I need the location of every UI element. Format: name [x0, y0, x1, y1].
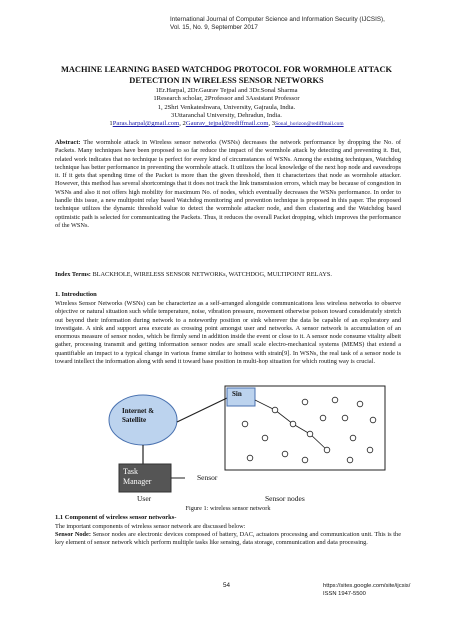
sensor-node-9	[342, 415, 348, 421]
paper-title: MACHINE LEARNING BASED WATCHDOG PROTOCOL FOR WORMHOLE ATTACK DETECTION IN WIRELESS SENSOR NETWORKS	[60, 65, 393, 85]
abstract	[55, 139, 401, 230]
task-manager-label-line1: Task	[123, 467, 138, 476]
sensor-node-10	[350, 435, 356, 441]
sensor-node-text: Sensor nodes are electronic devices composed of battery, DAC, actuators processing and communication unit. This is the key element of sensor network which perform multiple tasks like sensing, data storage, communication and data processing.	[55, 531, 401, 547]
sensor-node-1	[272, 407, 278, 413]
sink-label: Sin	[232, 390, 242, 398]
sensor-node-13	[242, 421, 248, 427]
sensor-nodes-label: Sensor nodes	[265, 494, 305, 503]
sensor-node-17	[320, 415, 326, 421]
affiliation-1: 1, 2Shri Venkateshwara, University, Gajraula, India.	[157, 103, 296, 111]
index-terms-text: BLACKHOLE, WIRELESS SENSOR NETWORKs, WATCHDOG, MULTIPOINT RELAYS.	[92, 271, 332, 278]
sensor-node-15	[302, 457, 308, 463]
page-number: 54	[223, 582, 231, 589]
sensor-node-4	[324, 447, 330, 453]
sensor-label: Sensor	[197, 473, 218, 482]
affiliation-2: 3Uttaranchal University, Dehradun, India.	[171, 111, 282, 119]
user-label: User	[137, 494, 152, 503]
sensor-node-14	[282, 451, 288, 457]
email-link-3[interactable]: Sonal_horizon@rediffmail.com	[275, 121, 344, 128]
index-terms	[55, 271, 401, 279]
sensor-node-2	[290, 421, 296, 427]
sensor-node-16	[247, 455, 253, 461]
sensor-node-paragraph	[55, 531, 401, 548]
email-link-1[interactable]: Paras.harpal@gmail.com	[112, 120, 180, 128]
internet-label-line1: Internet &	[122, 407, 155, 415]
sensor-node-5	[302, 399, 308, 405]
index-terms-label: Index Terms:	[55, 271, 91, 278]
journal-name: International Journal of Computer Science and Information Security (IJCSIS),	[170, 16, 385, 23]
internet-label	[122, 407, 154, 425]
task-manager-label	[123, 467, 151, 487]
abstract-label: Abstract:	[55, 139, 81, 146]
journal-url[interactable]: https://sites.google.com/site/ijcsis/	[323, 583, 411, 589]
section-1-1-heading: 1.1 Component of wireless sensor networks-	[55, 514, 177, 521]
internet-label-line2: Satellite	[122, 416, 147, 424]
abstract-text: The wormhole attack in Wireless sensor networks (WSNs) decreases the network performance by dropping the No. of Packets. Many techniques have been proposed to so far reduce the impact of the wormhole attack by detecting and preventing it. But, related work indicates that no technique is perfect for every kind of circumstances of WSNs. Among the existing techniques, Watchdog technique has better performance in preventing the wormhole attack. It utilizes the local knowledge of the next hop node and eavesdrops it. If it gets that spending time of the Packet is more than the given threshold, then it characterizes that node as wormhole attacker. However, this method has several shortcomings that it does not track the link transmission errors, which may be because of congestion in WSNs and also it not offers high mobility for maximum No. of nodes, which eventually decreases the WSNs performance. In order to handle this issue, a new multipoint relay based Watchdog monitoring and prevention technique is proposed in this paper. The proposed technique utilizes the dynamic threshold value to detect the wormhole attacker node, and then clustering and the Watchdog based optimistic path is selected for communicating the Packets. Thus, it reduces the overall Packet dropping, which improves the performance of the WSNs.	[55, 139, 401, 229]
author-block	[40, 87, 413, 128]
issn: ISSN 1947-5500	[323, 591, 366, 597]
wsn-figure	[105, 380, 395, 505]
sensor-node-12	[262, 435, 268, 441]
figure-caption: Figure 1: wireless sensor network	[185, 505, 271, 512]
sensor-node-3	[307, 431, 313, 437]
sensor-node-label: Sensor Node:	[55, 531, 91, 538]
introduction-heading: 1. Introduction	[55, 291, 97, 298]
sensor-node-6	[332, 397, 338, 403]
author-roles: 1Research scholar, 2Professor and 3Assistant Professor	[153, 95, 300, 103]
footer-info	[323, 582, 410, 598]
author-names: 1Er.Harpal, 2Dr.Gaurav Tejpal and 3Dr.Sonal Sharma	[155, 87, 298, 94]
task-manager-label-line2: Manager	[123, 477, 152, 486]
journal-header	[170, 16, 385, 32]
sensor-node-8	[370, 417, 376, 423]
sensor-node-7	[357, 401, 363, 407]
introduction-text: Wireless Sensor Networks (WSNs) can be characterize as a self-arranged alongside communications less wireless networks to observe objective or natural situation such while temperature, noise, vibration pressure, movement otherwise poison toward considerately stretch out beyond their information during network to a noteworthy position or sink wherever the data be capable of an exploratory and investigate. A sink and support area execute as crossing point amongst user and networks. A sensor network is accumulation of an enormous measure of sensor nodes, which be firmly send in addition inside the event or close to it. A sensor node consume vitality albeit gather, processing transmit and getting information sensor nodes are small scale electro-mechanical systems (MEMS) that extend a quantifiable an impact to a typical change in various frame similar to hotness with strain[9]. In WSNs, the real task of a sensor node is toward intellect the information along with send it toward base position in multi-hop situation for which routing way is crucial.	[55, 300, 401, 366]
sensor-node-11	[367, 447, 373, 453]
email-link-2[interactable]: Gaurav_tejpal@rediffmail.com	[185, 120, 269, 128]
sensor-node-18	[347, 457, 353, 463]
link-internet-sink	[177, 398, 227, 422]
author-emails: 1Paras.harpal@gmail.com, 2Gaurav_tejpal@rediffmail.com, 3Sonal_horizon@rediffmail.com	[109, 120, 344, 128]
section-1-1-intro: The important components of wireless sensor network are discussed below:	[55, 523, 246, 530]
journal-volume: Vol. 15, No. 9, September 2017	[170, 24, 258, 32]
